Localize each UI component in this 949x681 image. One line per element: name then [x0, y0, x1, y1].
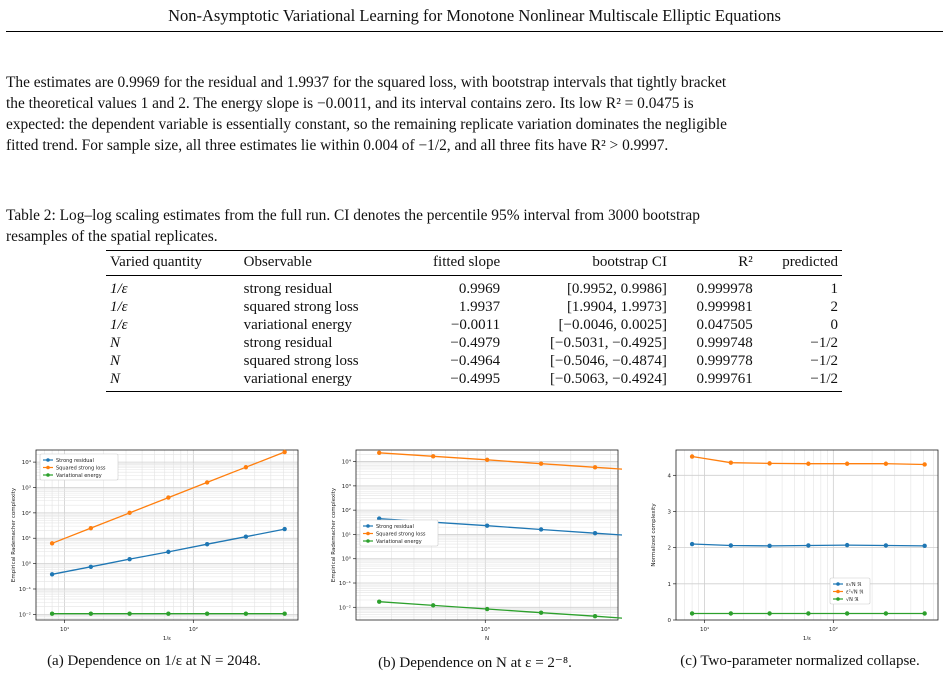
data-point: [282, 527, 286, 531]
legend-label: Strong residual: [376, 524, 414, 530]
data-point: [593, 614, 597, 618]
legend-label: Squared strong loss: [56, 465, 106, 472]
y-tick-label: 10³: [341, 483, 351, 490]
y-tick-label: 10⁻²: [18, 612, 31, 619]
data-point: [127, 612, 131, 616]
data-point: [922, 462, 926, 466]
cell: strong residual: [243, 335, 333, 351]
y-tick-label: 10⁻¹: [338, 581, 351, 588]
cell: [−0.5031, −0.4925]: [550, 335, 667, 351]
data-point: [729, 611, 733, 615]
x-tick-label: 10³: [480, 627, 490, 633]
data-point: [922, 544, 926, 548]
y-tick-label: 10²: [341, 508, 351, 515]
cell: [−0.5046, −0.4874]: [550, 353, 667, 369]
legend-label: Variational energy: [56, 473, 102, 479]
x-tick-label: 10²: [828, 627, 838, 633]
x-tick-label: 10²: [188, 627, 198, 633]
data-point: [806, 611, 810, 615]
data-point: [884, 611, 888, 615]
cell: −1/2: [757, 370, 842, 392]
cell: −0.4979: [450, 335, 501, 351]
legend-label: Squared strong loss: [376, 531, 426, 538]
cell: 1.9937: [458, 299, 501, 315]
data-point: [166, 495, 170, 499]
cell: 1/ε: [110, 281, 128, 297]
legend-marker: [46, 458, 50, 462]
body-paragraph: [6, 72, 942, 156]
data-point: [593, 465, 597, 469]
col-header: fitted slope: [404, 251, 504, 276]
cell: N: [110, 353, 121, 369]
legend-label: ε²√N ℜ: [846, 589, 864, 596]
cell: 2: [830, 299, 838, 315]
legend-marker: [366, 532, 370, 536]
data-point: [205, 542, 209, 546]
subfigure-caption-b: (b) Dependence on N at ε = 2⁻⁸.: [378, 655, 572, 671]
y-tick-label: 10⁰: [21, 561, 31, 568]
y-tick-label: 10⁴: [21, 460, 31, 467]
y-tick-label: 2: [667, 545, 671, 552]
data-point: [593, 531, 597, 535]
table-row: [106, 276, 842, 299]
legend-label: √N ℜ: [846, 597, 859, 603]
data-point: [767, 611, 771, 615]
data-point: [845, 462, 849, 466]
data-point: [485, 458, 489, 462]
data-point: [539, 461, 543, 465]
paragraph-line: fitted trend. For sample size, all three estimates lie within 0.004 of −1/2, and all three fits have R² > 0.9997.: [6, 137, 669, 154]
y-tick-label: 3: [667, 509, 671, 516]
data-point: [89, 526, 93, 530]
data-point: [729, 543, 733, 547]
data-point: [845, 543, 849, 547]
cell: 0.999748: [696, 335, 753, 351]
table-row: [106, 298, 842, 316]
table-row: [106, 352, 842, 370]
cell: 0.999778: [696, 353, 753, 369]
legend-marker: [836, 582, 840, 586]
col-header: Varied quantity: [106, 251, 240, 276]
legend-label: Variational energy: [376, 539, 422, 545]
cell: 0.999981: [696, 299, 753, 315]
cell: −0.0011: [450, 317, 501, 333]
y-tick-label: 4: [667, 473, 671, 480]
y-tick-label: 10⁻¹: [18, 586, 31, 593]
table-caption: [6, 205, 942, 247]
cell: squared strong loss: [243, 353, 359, 369]
table-caption-line: Table 2: Log–log scaling estimates from the full run. CI denotes the percentile 95% interval from 3000 bootstrap: [6, 207, 700, 224]
cell: 1/ε: [110, 317, 128, 333]
legend-label: Strong residual: [56, 458, 94, 464]
subfigure-caption-c: (c) Two-parameter normalized collapse.: [680, 653, 920, 669]
table-row: [106, 316, 842, 334]
x-axis-label: 1/ε: [162, 636, 172, 640]
legend-marker: [46, 466, 50, 470]
data-point: [767, 544, 771, 548]
chart-epsilon-dependence: [6, 444, 302, 640]
data-point: [690, 611, 694, 615]
x-tick-label: 10¹: [59, 627, 70, 633]
y-axis-label: Empirical Rademacher complexity: [331, 487, 337, 583]
data-point: [884, 543, 888, 547]
data-point: [767, 461, 771, 465]
data-point: [884, 462, 888, 466]
cell: 0.9969: [458, 281, 501, 297]
data-point: [244, 465, 248, 469]
paragraph-line: the theoretical values 1 and 2. The energy slope is −0.0011, and its interval contains zero. Its low R² = 0.0475 is: [6, 95, 694, 112]
data-point: [50, 572, 54, 576]
table-row: [106, 334, 842, 352]
data-point: [50, 612, 54, 616]
data-point: [690, 454, 694, 458]
legend-marker: [366, 539, 370, 543]
cell: variational energy: [243, 317, 353, 333]
x-axis-label: 1/ε: [802, 636, 812, 640]
data-point: [127, 557, 131, 561]
data-point: [205, 480, 209, 484]
y-tick-label: 10¹: [21, 536, 31, 543]
chart-normalized-collapse: [646, 444, 942, 640]
cell: 0: [830, 317, 838, 333]
data-point: [244, 612, 248, 616]
cell: −1/2: [810, 335, 838, 351]
col-header: bootstrap CI: [504, 251, 671, 276]
col-header: predicted: [757, 251, 842, 276]
legend-label: ε√N ℜ: [846, 582, 862, 588]
legend-marker: [836, 590, 840, 594]
cell: 1: [830, 281, 838, 297]
data-point: [431, 603, 435, 607]
data-point: [485, 523, 489, 527]
data-point: [282, 450, 286, 454]
y-tick-label: 10¹: [341, 532, 351, 539]
data-point: [539, 610, 543, 614]
data-point: [50, 541, 54, 545]
x-axis-label: N: [484, 636, 490, 640]
data-point: [690, 542, 694, 546]
cell: −1/2: [810, 353, 838, 369]
data-point: [377, 600, 381, 604]
cell: strong residual: [243, 281, 333, 297]
data-point: [806, 462, 810, 466]
data-point: [431, 454, 435, 458]
cell: N: [106, 370, 240, 392]
col-header: R²: [671, 251, 757, 276]
table-row: [106, 370, 842, 392]
data-point: [845, 611, 849, 615]
cell: −0.4964: [450, 353, 501, 369]
x-tick-label: 10¹: [699, 627, 710, 633]
y-tick-label: 10⁴: [341, 459, 351, 466]
col-header: Observable: [240, 251, 404, 276]
cell: [1.9904, 1.9973]: [566, 299, 667, 315]
cell: 1/ε: [110, 299, 128, 315]
chart-n-dependence: [326, 444, 622, 640]
data-point: [166, 612, 170, 616]
legend-marker: [836, 597, 840, 601]
y-tick-label: 10²: [21, 510, 31, 517]
cell: [−0.0046, 0.0025]: [558, 317, 667, 333]
y-axis-label: Empirical Rademacher complexity: [11, 487, 17, 583]
subfigure-caption-a: (a) Dependence on 1/ε at N = 2048.: [47, 653, 261, 669]
legend-marker: [366, 524, 370, 528]
cell: 0.047505: [696, 317, 753, 333]
data-point: [729, 460, 733, 464]
paragraph-line: The estimates are 0.9969 for the residual and 1.9937 for the squared loss, with bootstrap intervals that tightly bracket: [6, 74, 727, 91]
cell: 0.999978: [696, 281, 753, 297]
table-header-row: [106, 251, 842, 276]
data-point: [89, 565, 93, 569]
scaling-table: [106, 250, 842, 392]
cell: 0.999761: [671, 370, 757, 392]
running-head: Non-Asymptotic Variational Learning for Monotone Nonlinear Multiscale Elliptic Equations: [168, 6, 781, 25]
data-point: [89, 612, 93, 616]
y-tick-label: 10⁰: [341, 556, 351, 563]
cell: squared strong loss: [243, 299, 359, 315]
data-point: [806, 543, 810, 547]
cell: variational energy: [240, 370, 404, 392]
data-point: [244, 534, 248, 538]
legend-marker: [46, 473, 50, 477]
data-point: [377, 451, 381, 455]
data-point: [485, 607, 489, 611]
y-tick-label: 10³: [21, 485, 31, 492]
data-point: [205, 612, 209, 616]
data-point: [166, 550, 170, 554]
cell: −0.4995: [404, 370, 504, 392]
data-point: [922, 611, 926, 615]
y-tick-label: 1: [667, 581, 671, 588]
table-caption-line: resamples of the spatial replicates.: [6, 228, 218, 245]
y-axis-label: Normalized complexity: [651, 503, 657, 567]
y-tick-label: 0: [667, 618, 671, 624]
data-point: [282, 612, 286, 616]
cell: [−0.5063, −0.4924]: [504, 370, 671, 392]
header-rule: [6, 31, 943, 32]
y-tick-label: 10⁻²: [338, 605, 351, 612]
paragraph-line: expected: the dependent variable is essentially constant, so the remaining replicate variation dominates the negligible: [6, 116, 727, 133]
cell: N: [110, 335, 121, 351]
data-point: [539, 527, 543, 531]
cell: [0.9952, 0.9986]: [566, 281, 667, 297]
data-point: [127, 511, 131, 515]
